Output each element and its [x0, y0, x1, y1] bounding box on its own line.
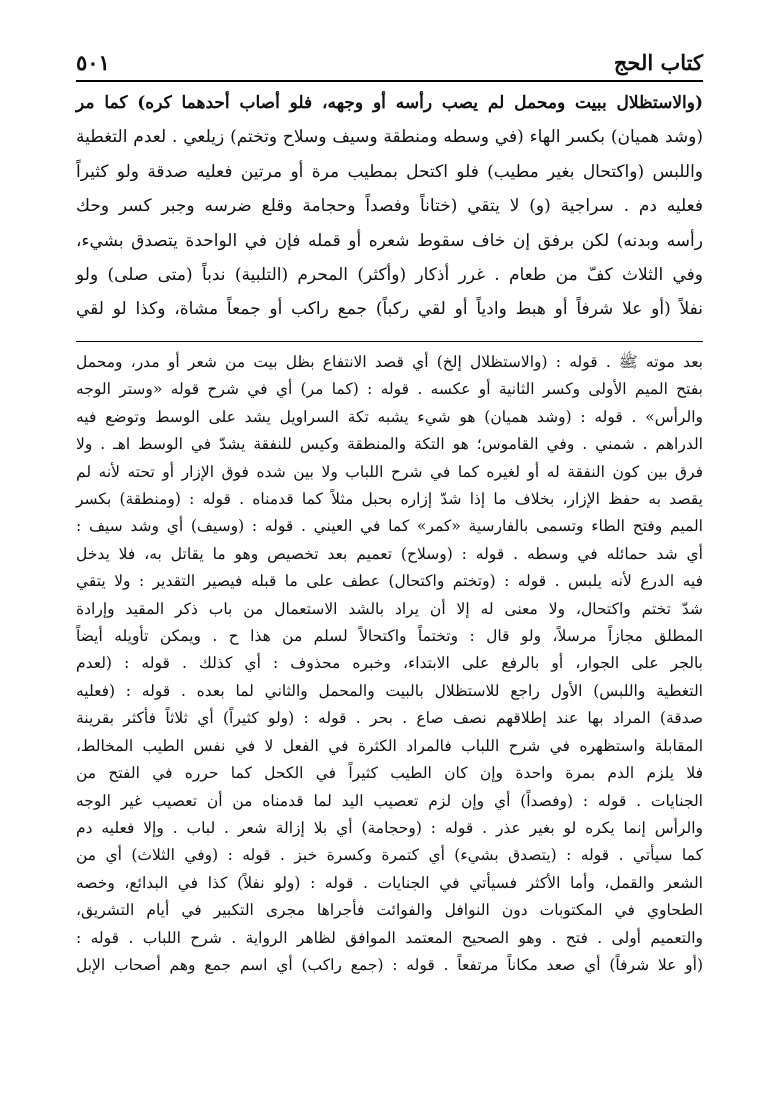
note-line: كما سيأتي . قوله : (يتصدق بشيء) أي كتمرة وكسرة خبز . قوله : (وفي الثلاث) أي من	[76, 846, 703, 865]
note-line: بعد موته ﷺ . قوله : (والاستظلال إلخ) أي قصد الانتفاع بظل بيت من شعر أو مدر، ومحمل	[76, 353, 703, 371]
header-rule	[76, 80, 703, 82]
note-line: بفتح الميم الأولى وكسر الثانية أو عكسه . قوله : (كما مر) أي في شرح قوله «وستر الوجه	[76, 380, 703, 399]
book-title: كتاب الحج	[613, 50, 703, 75]
note-line: الجنايات . قوله : (وفصداً) أي وإن لزم تعصيب اليد لما قدمناه من أن تعصيب غير الوجه	[76, 791, 703, 810]
note-line: يقصد به حفظ الإزار، بخلاف ما إذا شدّ إزاره بحبل مثلاً كما قدمناه . قوله : (ومنطقة) بكسر	[76, 490, 703, 509]
commentary-text	[76, 349, 703, 979]
note-line: أي شد حمائله في وسطه . قوله : (وسلاح) تعميم بعد تخصيص وهو ما يقاتل به، فلا يدخل	[76, 544, 703, 563]
main-line: (وشد هميان) بكسر الهاء (في وسطه ومنطقة وسيف وسلاح وتختم) زيلعي . لعدم التغطية	[76, 127, 703, 148]
note-line: (أو علا شرفاً) أي صعد مكاناً مرتفعاً . قوله : (جمع راكب) أي اسم جمع وهم أصحاب الإبل	[76, 955, 703, 974]
main-line: وفي الثلاث كفّ من طعام . غرر أذكار (وأكثر) المحرم (التلبية) ندباً (متى صلى) ولو	[76, 265, 703, 286]
note-line: المقابلة واستظهره في شرح اللباب فالمراد الكثرة في الفعل لا في نفس الطيب المخالط،	[76, 736, 703, 755]
note-line: والرأس» . قوله : (وشد هميان) هو شيء يشبه تكة السراويل يشد على الوسط وتوضع فيه	[76, 407, 703, 426]
note-line: الطحاوي في المكتوبات دون النوافل والفوائت فأجراها مجرى التكبير في أيام التشريق،	[76, 901, 703, 920]
main-line: (والاستظلال ببيت ومحمل لم يصب رأسه أو وجهه، فلو أصاب أحدهما كره) كما مر	[76, 93, 703, 113]
note-line: والتعميم أولى . فتح . وهو الصحيح المعتمد الموافق لظاهر الرواية . شرح اللباب . قوله :	[76, 928, 703, 947]
note-line: صدقة) المراد بها عند إطلاقهم نصف صاع . بحر . قوله : (ولو كثيراً) أي ثلاثاً فأكثر بقرينة	[76, 709, 703, 728]
note-line: شدّ تختم واكتحال، ولا معنى له إلا أن يراد بالشد الاستعمال من باب ذكر المقيد وإرادة	[76, 599, 703, 618]
note-line: الدراهم . شمني . وفي القاموس؛ هو التكة والمنطقة وكيس للنفقة يشدّ في الوسط اهـ . ولا	[76, 435, 703, 454]
page-number: ٥٠١	[76, 50, 110, 75]
note-line: فيه الدرع لأنه يلبس . قوله : (وتختم واكتحال) عطف على ما قبله فيصير التقدير : ولا يتقي	[76, 572, 703, 591]
note-line: الشعر والقمل، وأما الأكثر فسيأتي في الجنايات . قوله : (ولو نفلاً) كذا في البدائع، وخصه	[76, 873, 703, 892]
note-line: الميم وفتح الطاء وتسمى بالفارسية «كمر» كما في العيني . قوله : (وسيف) أي وشد سيف :	[76, 517, 703, 536]
note-line: بالجر على الجوار، أو بالرفع على الابتداء، وخبره محذوف : أي كذلك . قوله : (لعدم	[76, 654, 703, 673]
main-text	[76, 86, 703, 327]
main-line: رأسه وبدنه) لكن برفق إن خاف سقوط شعره أو قمله فإن في الواحدة يتصدق بشيء،	[76, 230, 703, 251]
main-line: فعليه دم . سراجية (و) لا يتقي (ختاناً وفصداً وحجامة وقلع ضرسه وجبر كسر وحك	[76, 196, 703, 217]
note-line: فلا يلزم الدم بمرة واحدة وإن كان الطيب كثيراً في الكحل كما حرره في الفتح من	[76, 764, 703, 783]
page-header	[76, 46, 703, 80]
note-line: فرق بين كون النفقة له أو لغيره كما في شرح اللباب ولا بين شده فوق الإزار أو تحته لأنه لم	[76, 462, 703, 481]
main-line: واللبس (واكتحال بغير مطيب) فلو اكتحل بمطيب مرة أو مرتين فعليه صدقة ولو كثيراً	[76, 161, 703, 182]
note-line: والرأس إنما يكره لو بغير عذر . قوله : (وحجامة) أي بلا إزالة شعر . لباب . وإلا فعليه دم	[76, 818, 703, 837]
note-line: التغطية واللبس) الأول راجع للاستظلال بالبيت والمحمل والثاني لما بعده . قوله : (فعليه	[76, 681, 703, 700]
separator-rule	[76, 341, 703, 342]
note-line: المطلق مجازاً مرسلاً، ولو قال : وتختماً واكتحالاً لسلم من هذا ح . ويمكن تأويله أيضاً	[76, 627, 703, 646]
main-line: نفلاً (أو علا شرفاً أو هبط وادياً أو لقي ركباً) جمع راكب أو جمعاً مشاة، وكذا لو لقي	[76, 299, 703, 320]
